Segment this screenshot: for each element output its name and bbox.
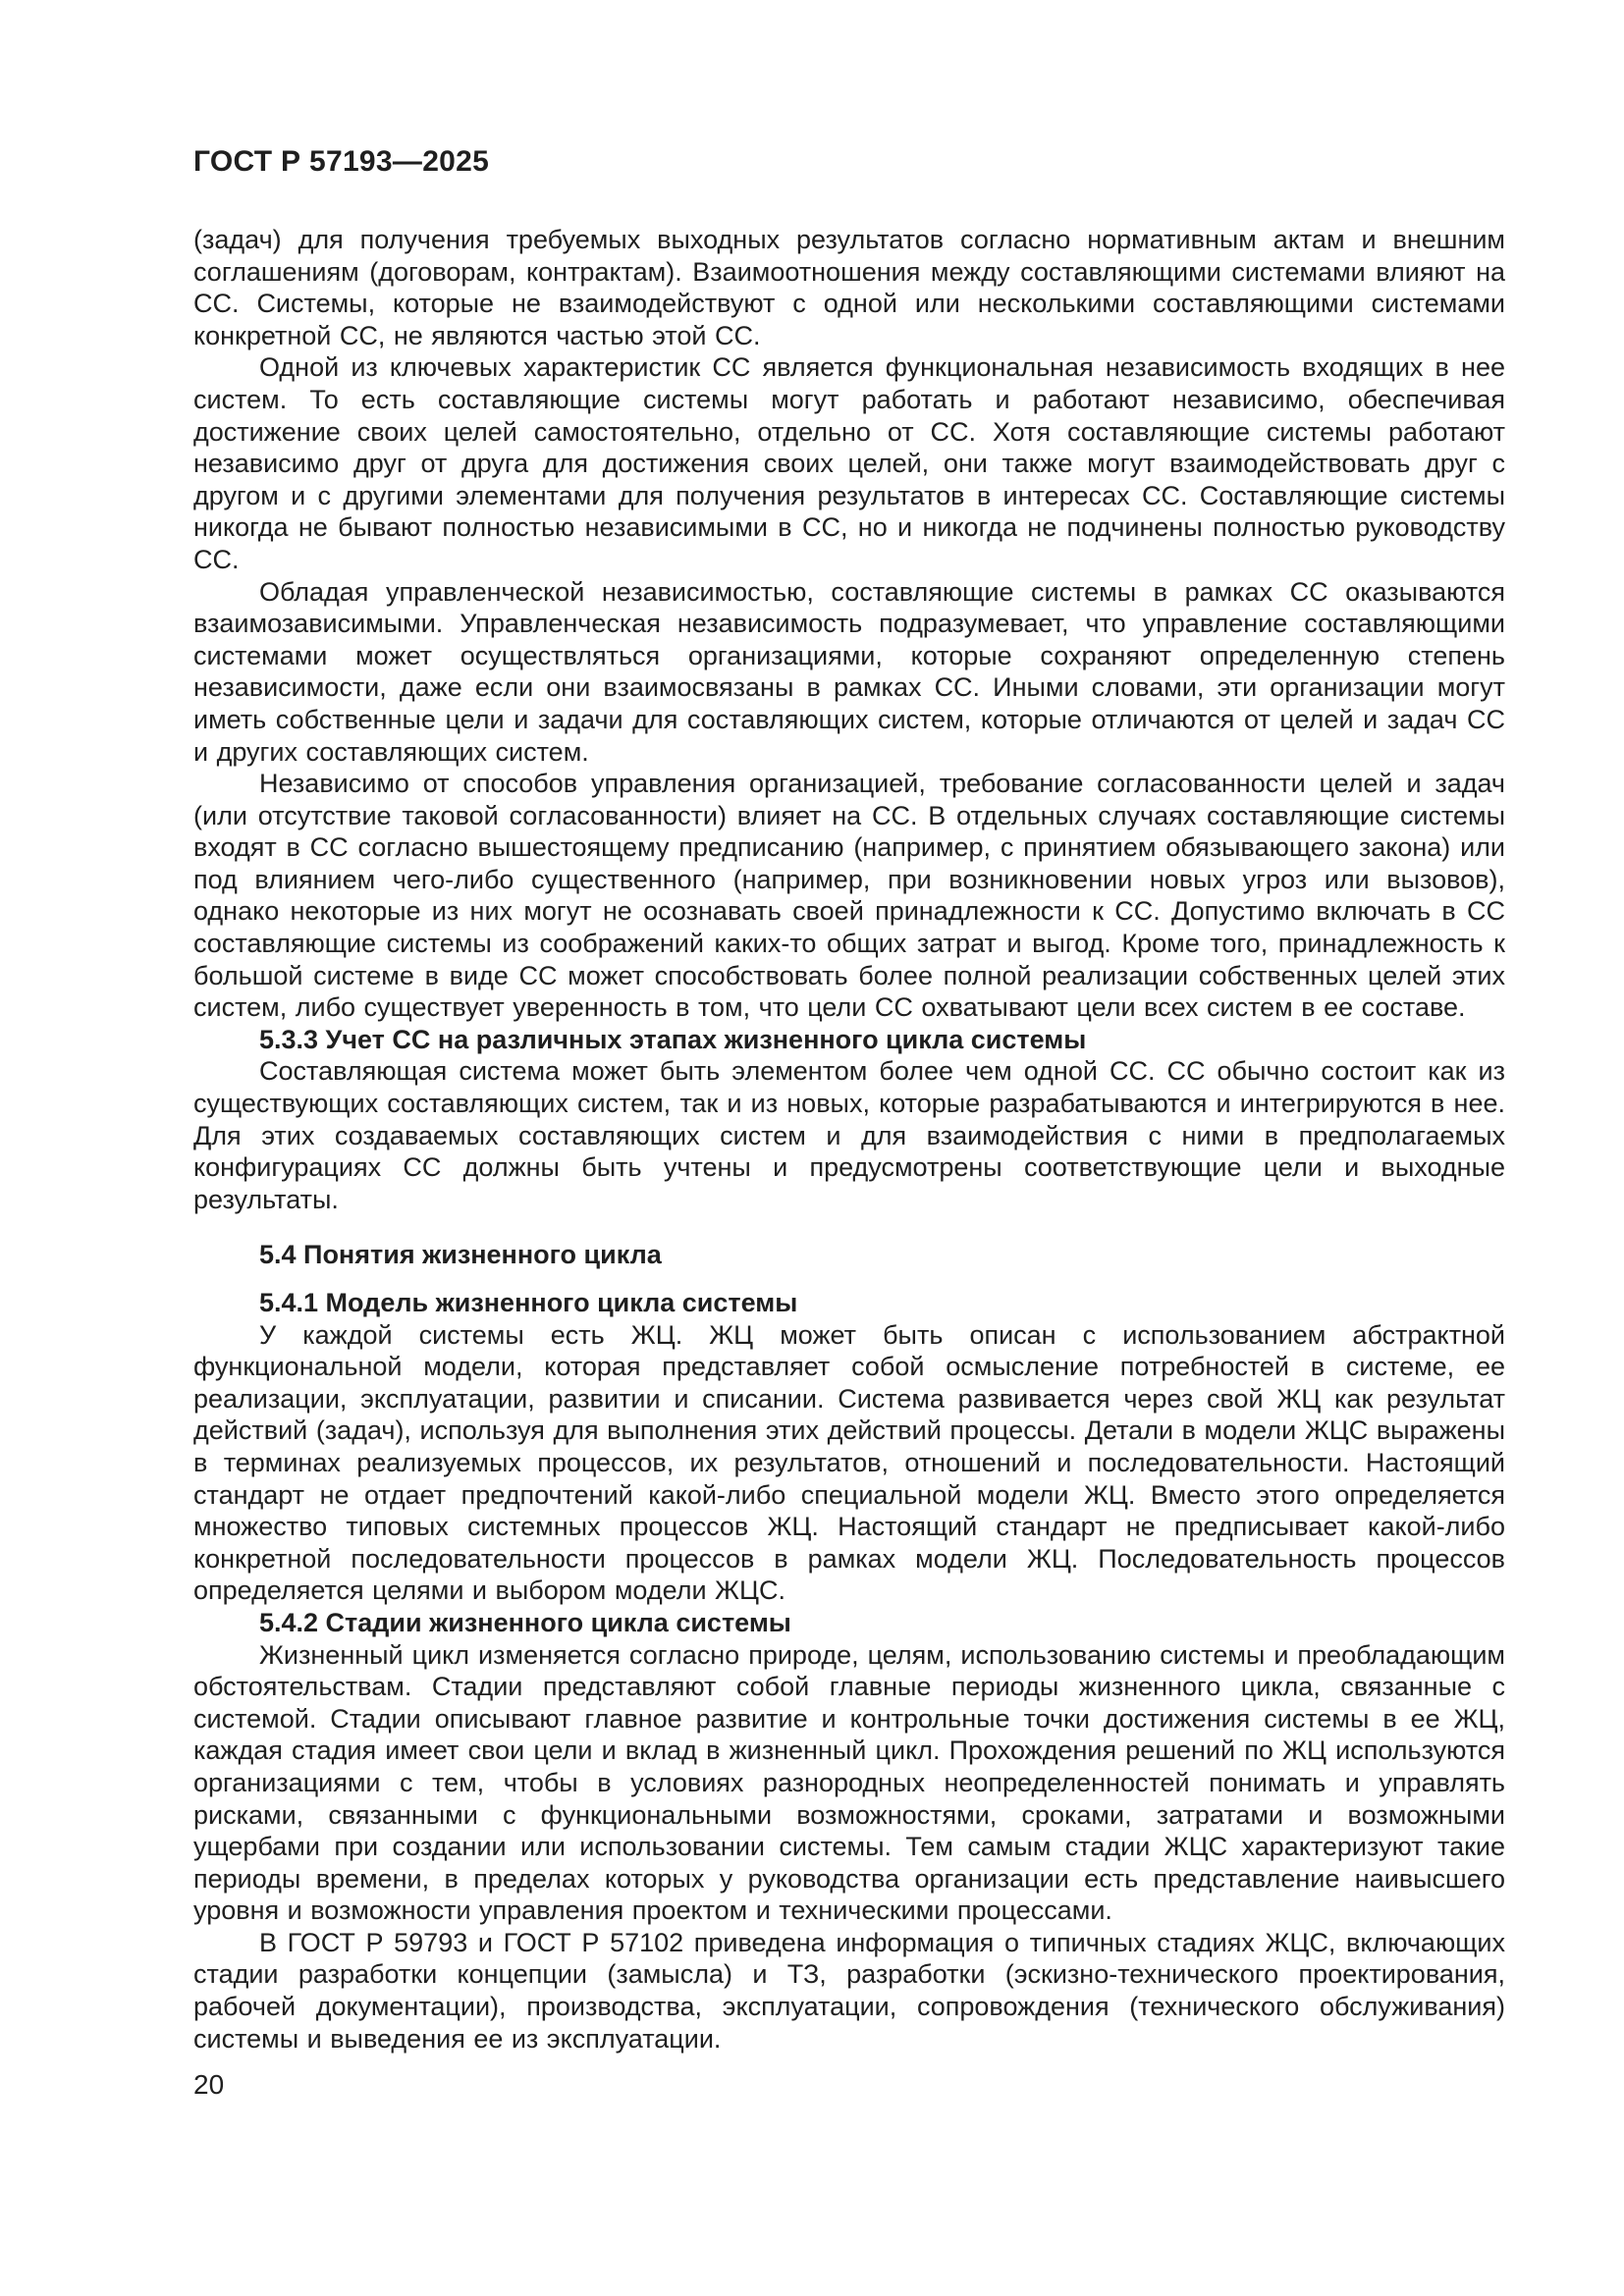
standard-number-header: ГОСТ Р 57193—2025 xyxy=(193,145,490,178)
page-number: 20 xyxy=(193,2069,225,2100)
paragraph-constituent-systems-continuation: (задач) для получения требуемых выходных результатов согласно нормативным актам и внешним соглашениям (договорам, контрактам). Взаимоотношения между составляющими системами влияют на СС. Системы, которые не взаимодействуют с одной или несколькими составляющими системами конкретной СС, не являются частью этой СС. xyxy=(193,225,1505,350)
page-content xyxy=(193,224,1505,2055)
paragraph-gost-references: В ГОСТ Р 59793 и ГОСТ Р 57102 приведена информация о типичных стадиях ЖЦС, включающих стадии разработки концепции (замысла) и ТЗ, разработки (эскизно-технического проектирования, рабочей документации), производства, эксплуатации, сопровождения (технического обслуживания) системы и выведения ее из эксплуатации. xyxy=(193,1927,1505,2054)
heading-5-3-3: 5.3.3 Учет СС на различных этапах жизненного цикла системы xyxy=(259,1024,1087,1054)
paragraph-goal-alignment: Независимо от способов управления организацией, требование согласованности целей и задач (или отсутствие таковой согласованности) влияет на СС. В отдельных случаях составляющие системы входят в СС согласно вышестоящему предписанию (например, с принятием обязывающего закона) или под влиянием чего-либо существенного (например, при возникновении новых угроз или вызовов), однако некоторые из них могут не осознавать своей принадлежности к СС. Допустимо включать в СС составляющие системы из соображений каких-то общих затрат и выгод. Кроме того, принадлежность к большой системе в виде СС может способствовать более полной реализации собственных целей этих систем, либо существует уверенность в том, что цели СС охватывают цели всех систем в ее составе. xyxy=(193,769,1505,1023)
paragraph-system-element: Составляющая система может быть элементом более чем одной СС. СС обычно состоит как из существующих составляющих систем, так и из новых, которые разрабатываются и интегрируются в нее. Для этих создаваемых составляющих систем и для взаимодействия с ними в предполагаемых конфигурациях СС должны быть учтены и предусмотрены соответствующие цели и выходные результаты. xyxy=(193,1056,1505,1214)
heading-5-4-1: 5.4.1 Модель жизненного цикла системы xyxy=(259,1288,798,1317)
heading-5-4-2: 5.4.2 Стадии жизненного цикла системы xyxy=(259,1607,791,1637)
paragraph-lifecycle-model: У каждой системы есть ЖЦ. ЖЦ может быть описан с использованием абстрактной функциональной модели, которая представляет собой осмысление потребностей в системе, ее реализации, эксплуатации, развитии и списании. Система развивается через свой ЖЦ как результат действий (задач), используя для выполнения этих действий процессы. Детали в модели ЖЦС выражены в терминах реализуемых процессов, их результатов, отношений и последовательности. Настоящий стандарт не отдает предпочтений какой-либо специальной модели ЖЦ. Вместо этого определяется множество типовых системных процессов ЖЦ. Настоящий стандарт не предписывает какой-либо конкретной последовательности процессов в рамках модели ЖЦ. Последовательность процессов определяется целями и выбором модели ЖЦС. xyxy=(193,1319,1505,1606)
paragraph-managerial-independence: Обладая управленческой независимостью, составляющие системы в рамках СС оказываются взаимозависимыми. Управленческая независимость подразумевает, что управление составляющими системами может осуществляться организациями, которые сохраняют определенную степень независимости, даже если они взаимосвязаны в рамках СС. Иными словами, эти организации могут иметь собственные цели и задачи для составляющих систем, которые отличаются от целей и задач СС и других составляющих систем. xyxy=(193,576,1505,767)
heading-5-4: 5.4 Понятия жизненного цикла xyxy=(259,1240,662,1270)
paragraph-functional-independence: Одной из ключевых характеристик СС является функциональная независимость входящих в нее систем. То есть составляющие системы могут работать и работают независимо, обеспечивая достижение своих целей самостоятельно, отдельно от СС. Хотя составляющие системы работают независимо друг от друга для достижения своих целей, они также могут взаимодействовать друг с другом и с другими элементами для получения результатов в интересах СС. Составляющие системы никогда не бывают полностью независимыми в СС, но и никогда не подчинены полностью руководству СС. xyxy=(193,352,1505,574)
paragraph-lifecycle-stages: Жизненный цикл изменяется согласно природе, целям, использованию системы и преобладающим обстоятельствам. Стадии представляют собой главные периоды жизненного цикла, связанные с системой. Стадии описывают главное развитие и контрольные точки достижения системы в ее ЖЦ, каждая стадия имеет свои цели и вклад в жизненный цикл. Прохождения решений по ЖЦ используются организациями с тем, чтобы в условиях разнородных неопределенностей понимать и управлять рисками, связанными с функциональными возможностями, сроками, затратами и возможными ущербами при создании или использовании системы. Тем самым стадии ЖЦС характеризуют такие периоды времени, в пределах которых у руководства организации есть представление наивысшего уровня и возможности управления проектом и техническими процессами. xyxy=(193,1639,1505,1926)
